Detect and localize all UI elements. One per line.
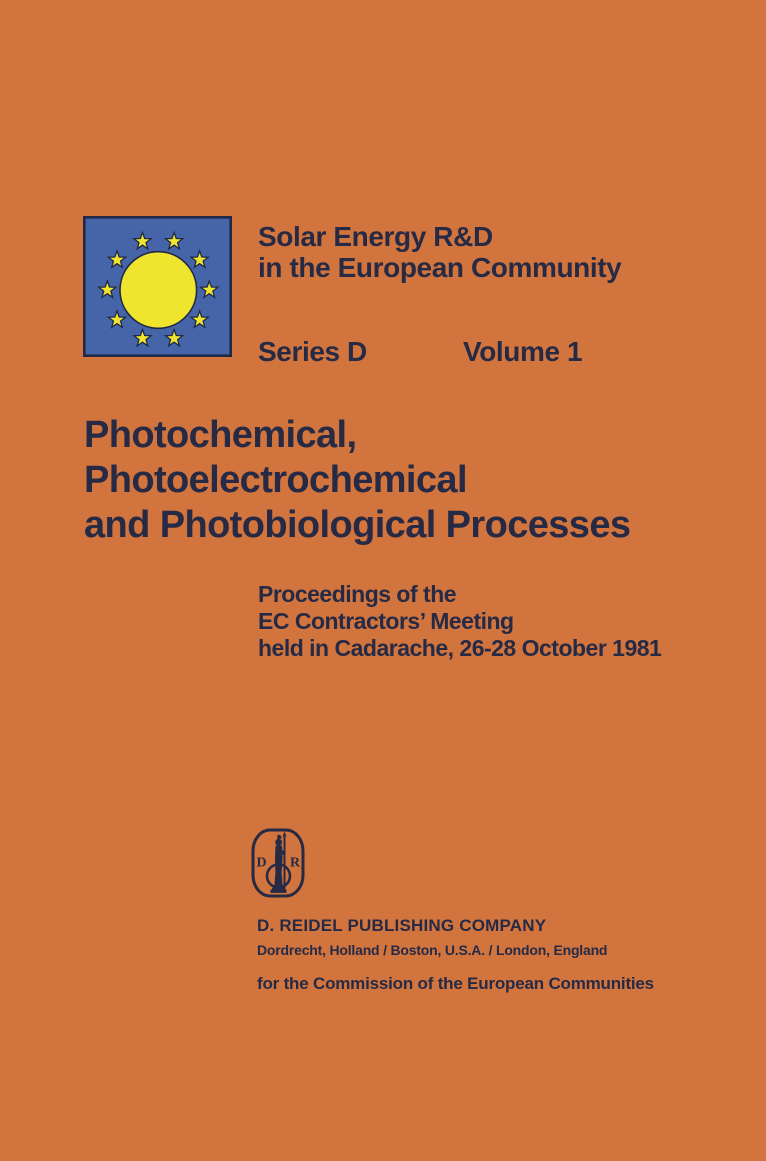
book-title-line-1: Photochemical,: [84, 414, 357, 456]
book-subtitle: [258, 581, 661, 662]
subtitle-line-1: Proceedings of the: [258, 581, 457, 607]
publisher-locations: Dordrecht, Holland / Boston, U.S.A. / London, England: [257, 942, 608, 958]
series-title-line-1: Solar Energy R&D: [258, 221, 493, 252]
series-title: [258, 221, 621, 283]
publisher-commission-line: for the Commission of the European Communities: [257, 974, 654, 993]
publisher-name: D. REIDEL PUBLISHING COMPANY: [257, 916, 547, 935]
book-title-line-2: Photoelectrochemical: [84, 459, 467, 501]
book-title-line-3: and Photobiological Processes: [84, 504, 631, 546]
eu-stars-sun-flag-icon: [83, 216, 232, 357]
series-label: Series D: [258, 336, 367, 367]
reidel-minerva-emblem-icon: [251, 828, 305, 898]
emblem-monogram-d: D: [256, 855, 267, 871]
subtitle-line-3: held in Cadarache, 26-28 October 1981: [258, 635, 662, 661]
subtitle-line-2: EC Contractors’ Meeting: [258, 608, 514, 634]
series-title-line-2: in the European Community: [258, 252, 622, 283]
emblem-monogram-r: R: [289, 855, 301, 871]
book-title: [84, 413, 630, 548]
volume-label: Volume 1: [463, 336, 583, 367]
